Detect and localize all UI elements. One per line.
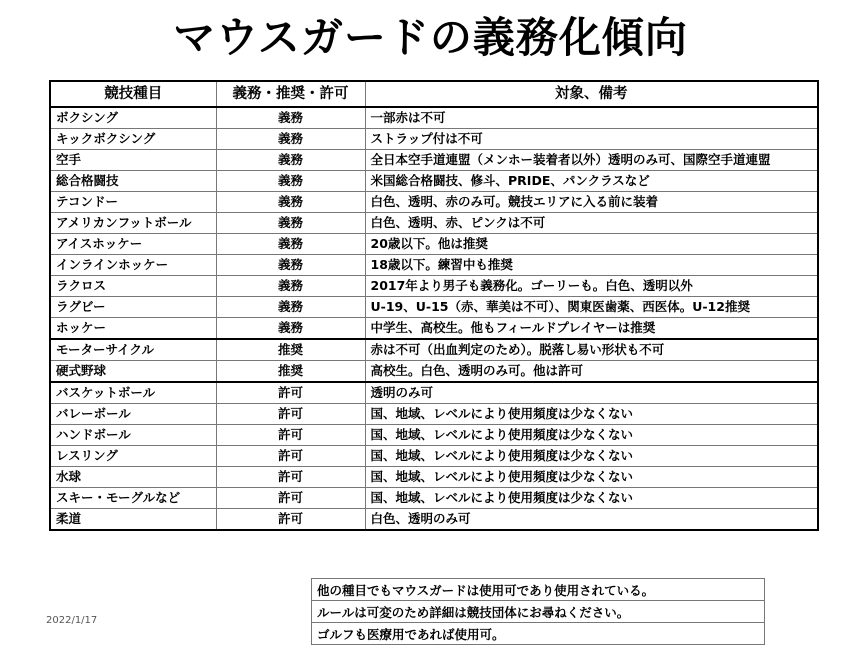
sport-cell: アメリカンフットボール (50, 213, 216, 234)
table-row (50, 509, 818, 531)
table-row (50, 318, 818, 340)
notes-cell: 白色、透明のみ可 (365, 509, 818, 531)
table-row (50, 382, 818, 404)
table-row (50, 171, 818, 192)
notes-cell: 白色、透明、赤、ピンクは不可 (365, 213, 818, 234)
table-row (50, 425, 818, 446)
sport-cell: ハンドボール (50, 425, 216, 446)
requirement-cell: 義務 (216, 255, 365, 276)
sport-cell: キックボクシング (50, 129, 216, 150)
notes-cell: 高校生。白色、透明のみ可。他は許可 (365, 361, 818, 383)
sport-cell: レスリング (50, 446, 216, 467)
table-row (50, 213, 818, 234)
sport-cell: バレーボール (50, 404, 216, 425)
sport-cell: 水球 (50, 467, 216, 488)
requirement-cell: 許可 (216, 404, 365, 425)
requirement-cell: 義務 (216, 297, 365, 318)
requirement-cell: 許可 (216, 446, 365, 467)
notes-cell: 国、地域、レベルにより使用頻度は少なくない (365, 467, 818, 488)
note-text: 他の種目でもマウスガードは使用可であり使用されている。 (312, 579, 765, 601)
table-row (50, 234, 818, 255)
table-row (50, 107, 818, 129)
note-row (312, 623, 765, 645)
requirement-cell: 許可 (216, 425, 365, 446)
table-row (50, 446, 818, 467)
table-row (50, 488, 818, 509)
requirement-cell: 許可 (216, 488, 365, 509)
notes-cell: 18歳以下。練習中も推奨 (365, 255, 818, 276)
header-notes: 対象、備考 (365, 81, 818, 107)
notes-cell: 20歳以下。他は推奨 (365, 234, 818, 255)
notes-box (311, 578, 765, 645)
sport-cell: テコンドー (50, 192, 216, 213)
notes-cell: 全日本空手道連盟（メンホー装着者以外）透明のみ可、国際空手道連盟 (365, 150, 818, 171)
requirement-cell: 推奨 (216, 339, 365, 361)
notes-cell: 米国総合格闘技、修斗、PRIDE、パンクラスなど (365, 171, 818, 192)
notes-cell: 透明のみ可 (365, 382, 818, 404)
sport-cell: 硬式野球 (50, 361, 216, 383)
notes-cell: 2017年より男子も義務化。ゴーリーも。白色、透明以外 (365, 276, 818, 297)
notes-cell: 一部赤は不可 (365, 107, 818, 129)
requirement-cell: 許可 (216, 382, 365, 404)
slide-date: 2022/1/17 (46, 615, 98, 626)
page-title: マウスガードの義務化傾向 (173, 13, 688, 62)
sport-cell: バスケットボール (50, 382, 216, 404)
requirement-cell: 義務 (216, 107, 365, 129)
table-header-row (50, 81, 818, 107)
note-row (312, 601, 765, 623)
table-row (50, 276, 818, 297)
table-row (50, 192, 818, 213)
sport-cell: アイスホッケー (50, 234, 216, 255)
notes-cell: 国、地域、レベルにより使用頻度は少なくない (365, 488, 818, 509)
sport-cell: ラグビー (50, 297, 216, 318)
sport-cell: モーターサイクル (50, 339, 216, 361)
sport-cell: ボクシング (50, 107, 216, 129)
notes-cell: 国、地域、レベルにより使用頻度は少なくない (365, 425, 818, 446)
table-row (50, 150, 818, 171)
note-text: ゴルフも医療用であれば使用可。 (312, 623, 765, 645)
requirement-cell: 許可 (216, 467, 365, 488)
notes-cell: 国、地域、レベルにより使用頻度は少なくない (365, 446, 818, 467)
requirement-cell: 義務 (216, 213, 365, 234)
table-row (50, 404, 818, 425)
requirement-cell: 義務 (216, 150, 365, 171)
requirement-cell: 義務 (216, 129, 365, 150)
notes-cell: ストラップ付は不可 (365, 129, 818, 150)
header-sport: 競技種目 (50, 81, 216, 107)
requirement-cell: 義務 (216, 234, 365, 255)
sport-cell: 総合格闘技 (50, 171, 216, 192)
table-row (50, 129, 818, 150)
sport-cell: スキー・モーグルなど (50, 488, 216, 509)
sport-cell: ホッケー (50, 318, 216, 340)
requirement-cell: 義務 (216, 276, 365, 297)
sports-table (49, 80, 819, 531)
sport-cell: 柔道 (50, 509, 216, 531)
notes-cell: 中学生、高校生。他もフィールドプレイヤーは推奨 (365, 318, 818, 340)
header-requirement: 義務・推奨・許可 (216, 81, 365, 107)
note-text: ルールは可変のため詳細は競技団体にお尋ねください。 (312, 601, 765, 623)
sport-cell: ラクロス (50, 276, 216, 297)
table-row (50, 297, 818, 318)
table-row (50, 339, 818, 361)
notes-cell: U-19、U-15（赤、華美は不可）、関東医歯薬、西医体。U-12推奨 (365, 297, 818, 318)
requirement-cell: 許可 (216, 509, 365, 531)
requirement-cell: 義務 (216, 171, 365, 192)
requirement-cell: 義務 (216, 318, 365, 340)
sport-cell: 空手 (50, 150, 216, 171)
table-row (50, 361, 818, 383)
requirement-cell: 義務 (216, 192, 365, 213)
sport-cell: インラインホッケー (50, 255, 216, 276)
note-row (312, 579, 765, 601)
notes-cell: 赤は不可（出血判定のため）。脱落し易い形状も不可 (365, 339, 818, 361)
notes-cell: 国、地域、レベルにより使用頻度は少なくない (365, 404, 818, 425)
notes-cell: 白色、透明、赤のみ可。競技エリアに入る前に装着 (365, 192, 818, 213)
table-row (50, 467, 818, 488)
table-row (50, 255, 818, 276)
requirement-cell: 推奨 (216, 361, 365, 383)
